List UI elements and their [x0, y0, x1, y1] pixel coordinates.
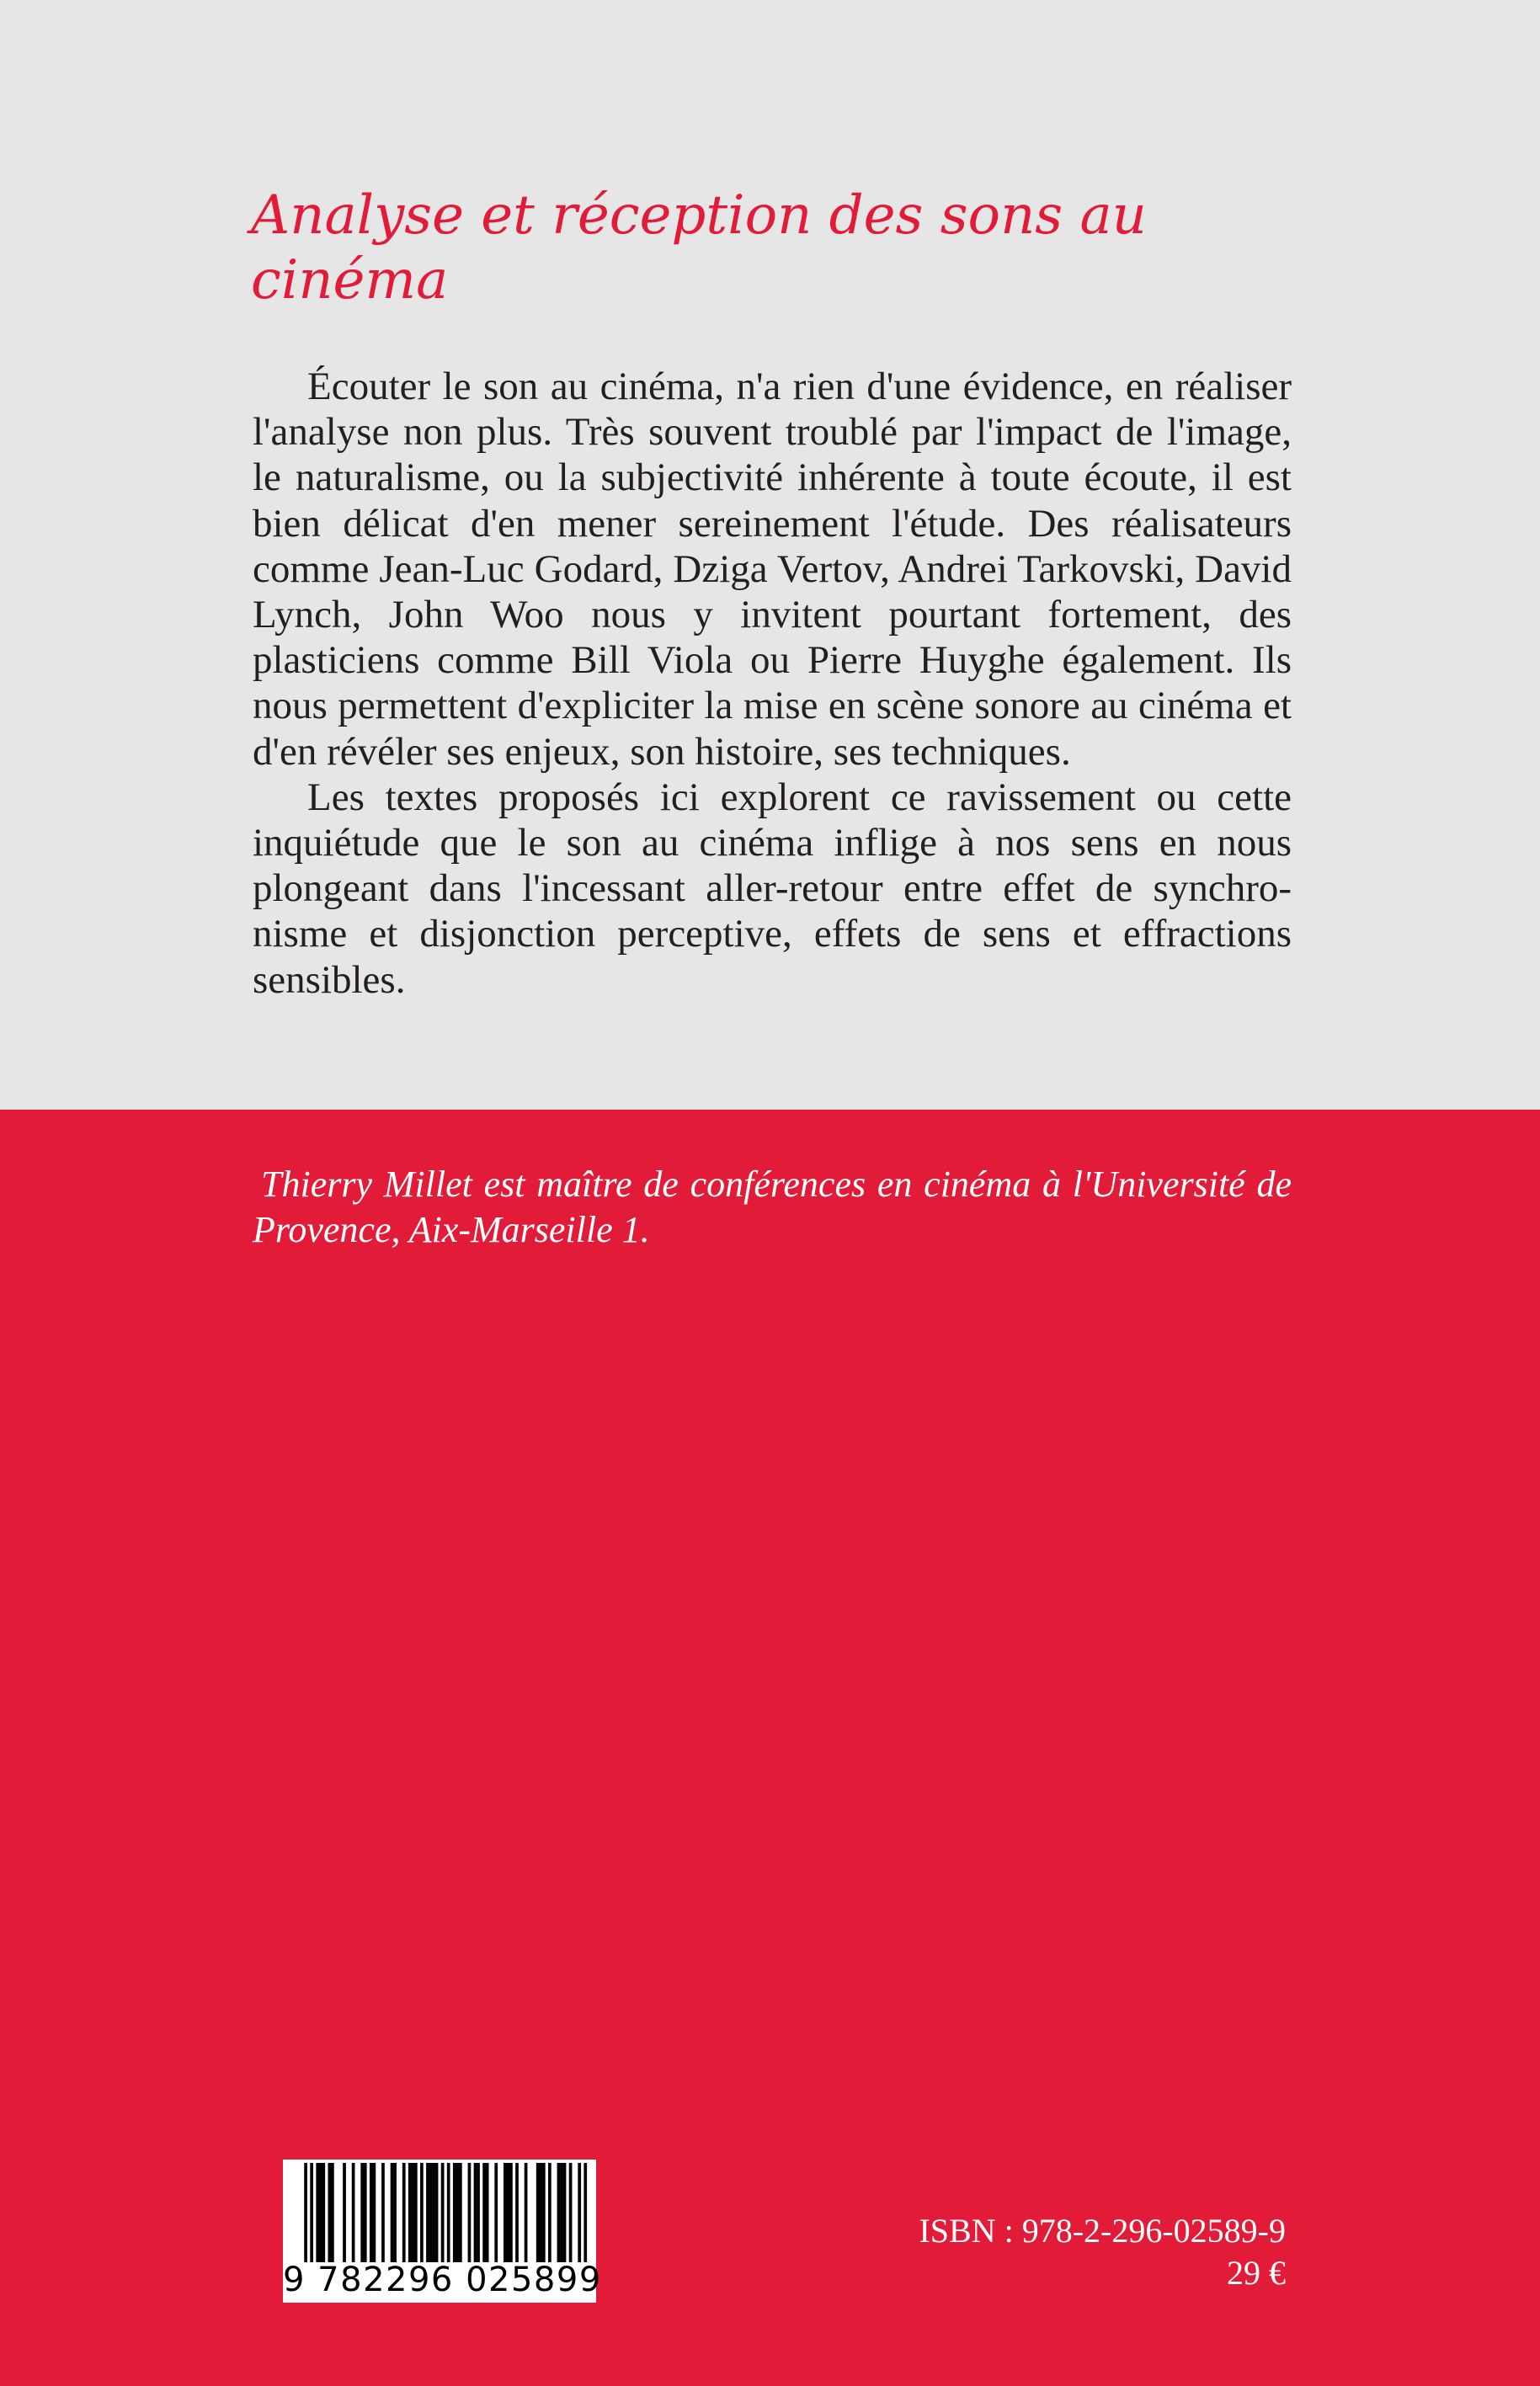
- barcode-bar: [360, 2163, 364, 2262]
- bottom-panel: [0, 1110, 1540, 2386]
- barcode-bar: [370, 2163, 373, 2262]
- barcode-bar: [393, 2163, 397, 2262]
- barcode: [283, 2160, 602, 2303]
- barcode-bar: [364, 2163, 367, 2262]
- barcode-bar: [435, 2163, 439, 2262]
- barcode-bar: [328, 2163, 331, 2262]
- price: 29 €: [1227, 2254, 1286, 2292]
- book-title: Analyse et réception des sons au cinéma: [251, 184, 1147, 312]
- barcode-digits: 9 782296 025899: [283, 2261, 602, 2299]
- barcode-bar: [548, 2163, 552, 2262]
- barcode-bar: [402, 2163, 406, 2262]
- barcode-bar: [447, 2163, 450, 2262]
- barcode-bar: [426, 2163, 429, 2262]
- barcode-bar: [316, 2163, 319, 2262]
- barcode-bar: [474, 2163, 477, 2262]
- barcode-bar: [304, 2163, 307, 2262]
- barcode-bar: [343, 2163, 346, 2262]
- barcode-bar: [429, 2163, 433, 2262]
- barcode-bar: [486, 2163, 489, 2262]
- barcode-bar: [391, 2163, 394, 2262]
- barcode-bar: [482, 2163, 486, 2262]
- barcode-bar: [569, 2163, 573, 2262]
- barcode-bar: [583, 2163, 587, 2262]
- barcode-bar: [408, 2163, 412, 2262]
- barcode-bar: [509, 2163, 513, 2262]
- barcode-bar: [468, 2163, 472, 2262]
- blurb: [253, 364, 1292, 1003]
- barcode-bar: [322, 2163, 325, 2262]
- barcode-bar: [539, 2163, 542, 2262]
- barcode-bar: [507, 2163, 510, 2262]
- barcode-bar: [578, 2163, 581, 2262]
- barcode-bar: [319, 2163, 322, 2262]
- barcode-bar: [515, 2163, 519, 2262]
- barcode-bar: [504, 2163, 507, 2262]
- barcode-bar: [411, 2163, 414, 2262]
- barcode-bar: [525, 2163, 528, 2262]
- barcode-bar: [310, 2163, 313, 2262]
- barcode-bar: [536, 2163, 540, 2262]
- barcode-bar: [414, 2163, 418, 2262]
- barcode-bar: [557, 2163, 561, 2262]
- barcode-bar: [420, 2163, 424, 2262]
- barcode-bar: [381, 2163, 385, 2262]
- barcode-bar: [453, 2163, 456, 2262]
- barcode-bar: [494, 2163, 498, 2262]
- author-bio: Thierry Millet est maître de conférences en cinéma à l'Université de Provence, Aix-Marseille 1.: [253, 1164, 1292, 1250]
- isbn: ISBN : 978-2-296-02589-9: [919, 2212, 1286, 2250]
- barcode-bar: [477, 2163, 480, 2262]
- blurb-paragraph-2: Les textes proposés ici explorent ce ravissement ou cette inquiétude que le son au cinéma inflige à nos sens en nous plongeant dans l'incessant aller-retour entre effet de synchronisme et disjonction perceptive, effets de sens et effractions sensibles.: [253, 775, 1292, 1002]
- barcode-bars: [286, 2163, 593, 2262]
- barcode-bar: [456, 2163, 459, 2262]
- barcode-bar: [560, 2163, 563, 2262]
- barcode-bar: [432, 2163, 435, 2262]
- barcode-bar: [352, 2163, 355, 2262]
- barcode-bar: [372, 2163, 376, 2262]
- barcode-bar: [331, 2163, 334, 2262]
- blurb-paragraph-1: Écouter le son au cinéma, n'a rien d'une évidence, en réaliser l'analyse non plus. Très souvent troublé par l'impact de l'image, le naturalisme, ou la subjectivité inhérente à toute écoute, il est bien délicat d'en mener sereinement l'étude. Des réalisateurs comme Jean-Luc Godard, Dziga Vertov, Andrei Tarkovski, David Lynch, John Woo nous y invitent pourtant fortement, des plasticiens comme Bill Viola ou Pierre Huyghe également. Ils nous permettent d'expliciter la mise en scène sonore au cinéma et d'en révéler ses enjeux, son histoire, ses techniques.: [253, 365, 1292, 774]
- barcode-bar: [542, 2163, 546, 2262]
- barcode-bar: [563, 2163, 567, 2262]
- barcode-bar: [441, 2163, 445, 2262]
- barcode-bar: [459, 2163, 462, 2262]
